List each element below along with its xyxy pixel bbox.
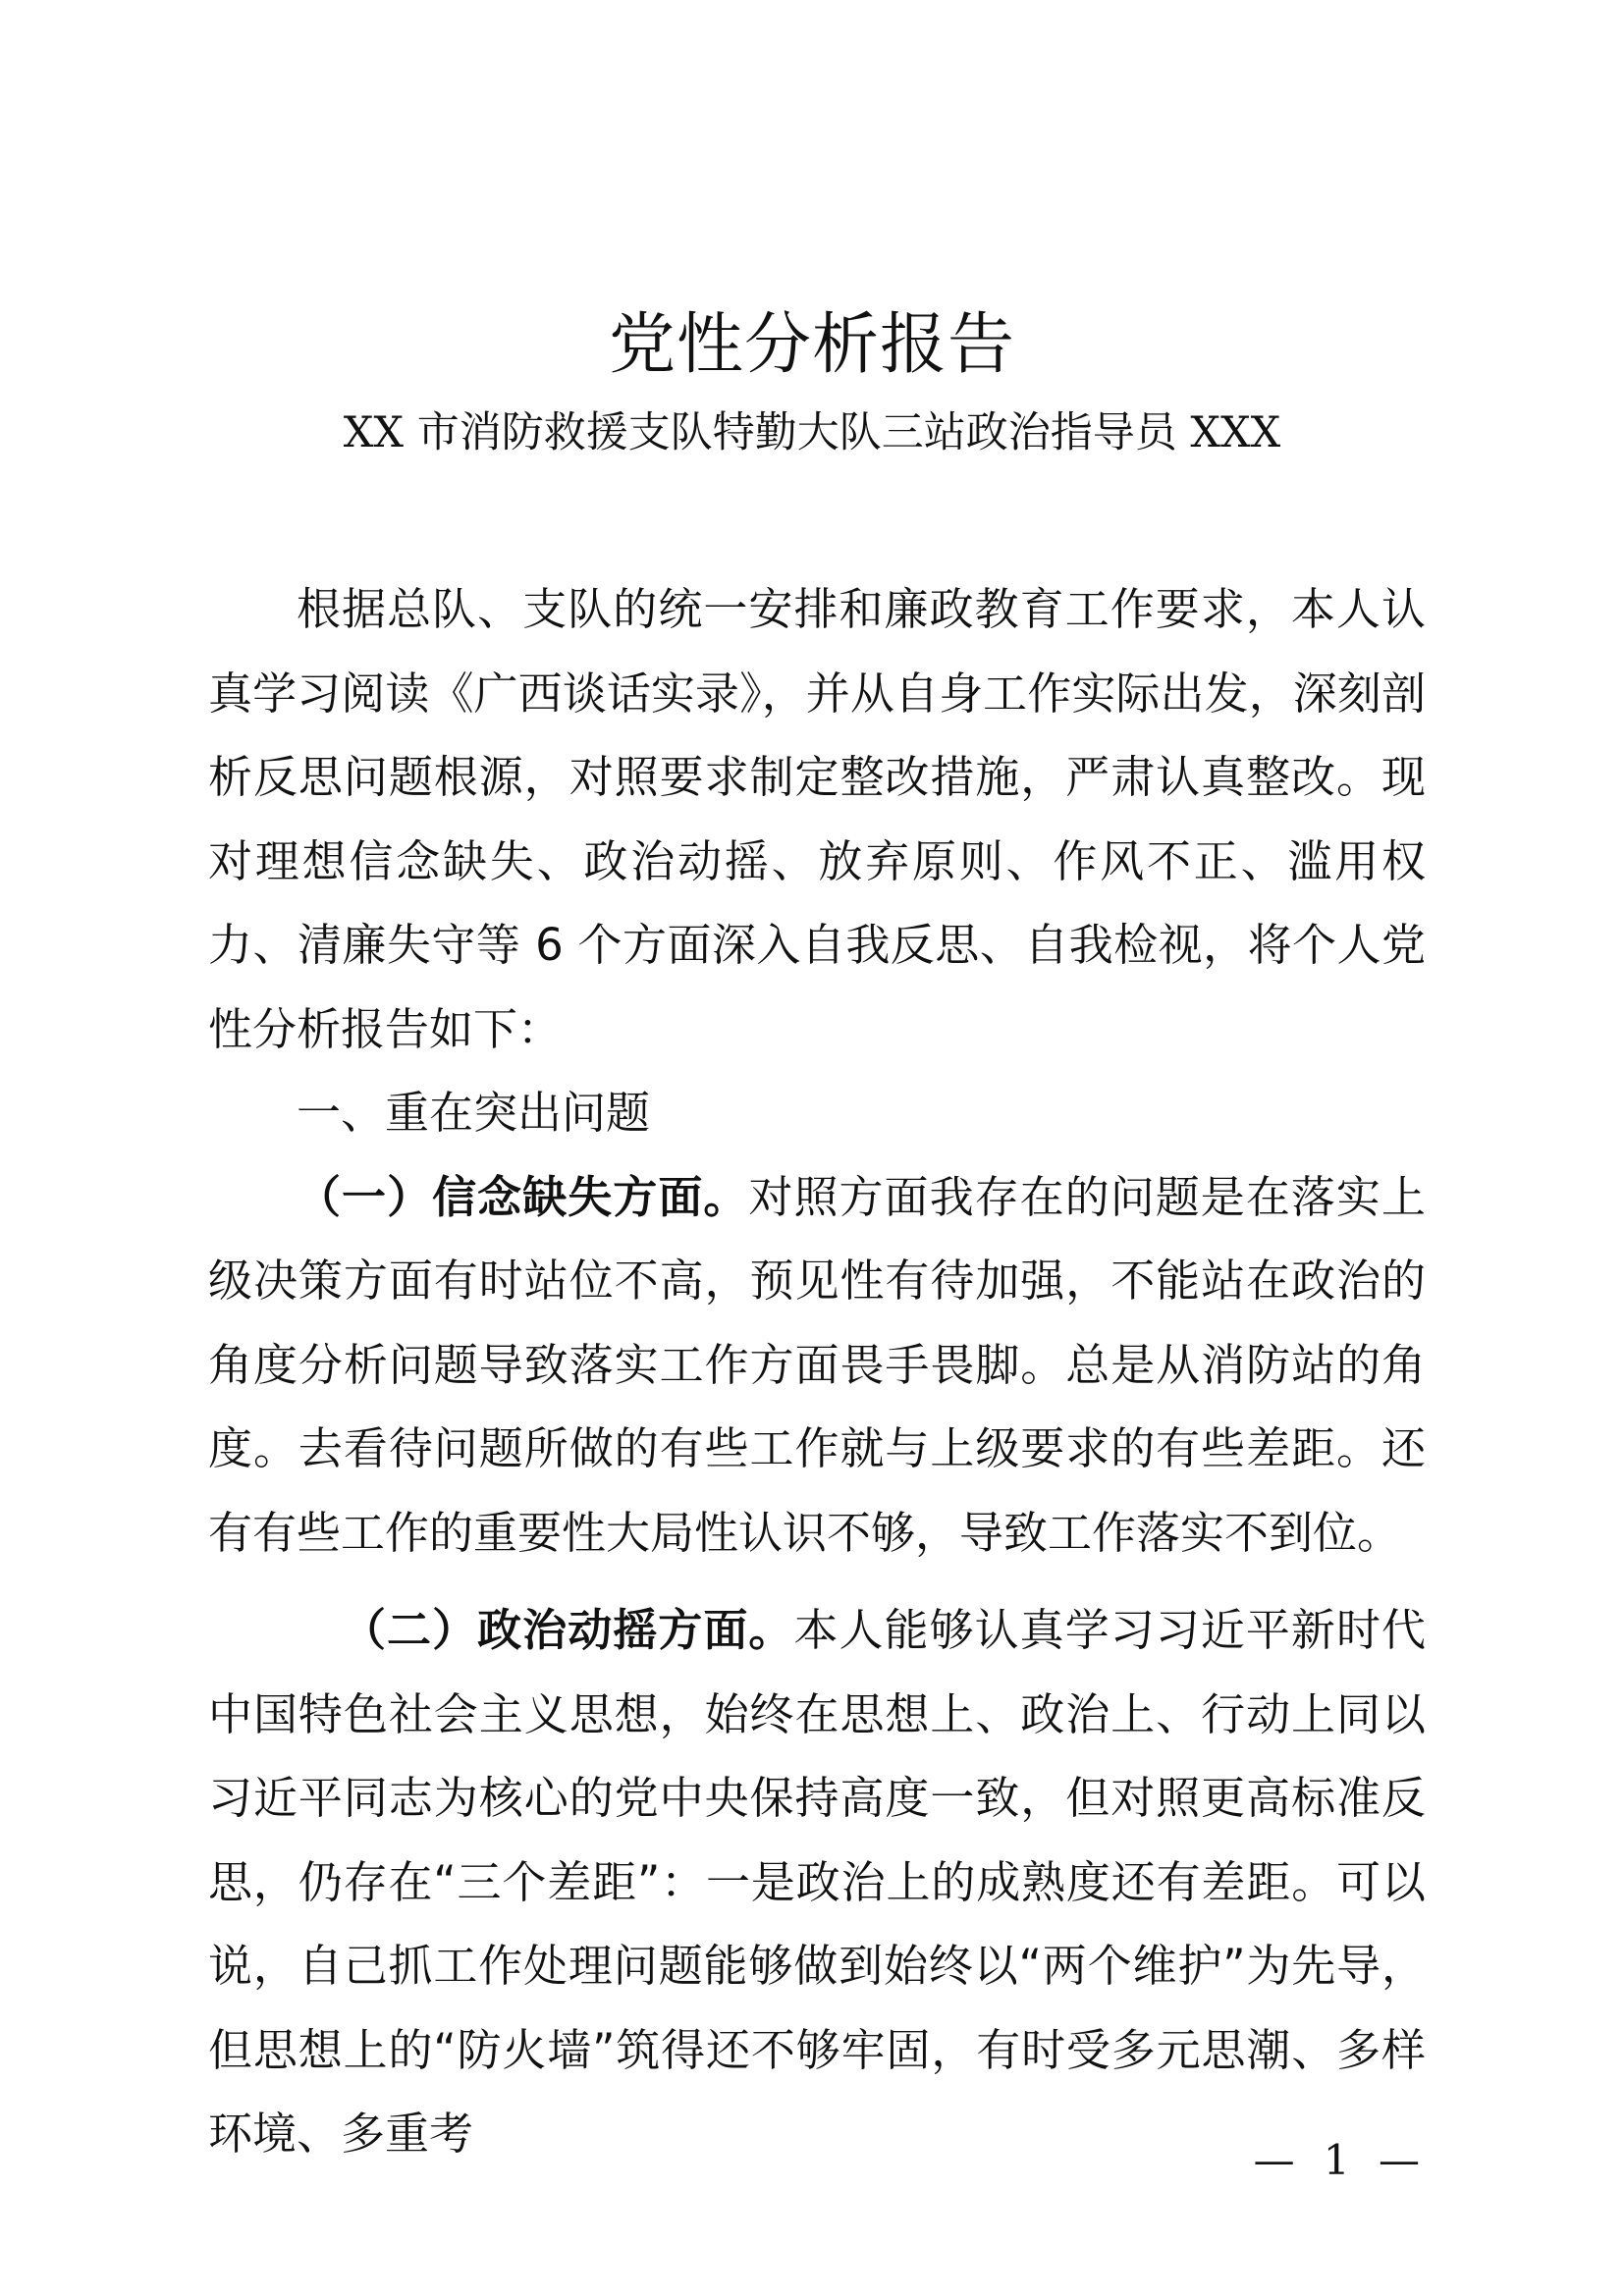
page-number: — 1 — — [1253, 2136, 1428, 2184]
intro-paragraph: 根据总队、支队的统一安排和廉政教育工作要求，本人认真学习阅读《广西谈话实录》，并从自身工作实际出发，深刻剖析反思问题根源，对照要求制定整改措施，严肃认真整改。现对理想信念缺失、政治动摇、放弃原则、作风不正、滥用权力、清廉失守等 6 个方面深入自我反思、自我检视，将个人党性分析报告如下： — [208, 583, 1426, 1055]
item-one-paragraph — [208, 1155, 1426, 1575]
item-two-paragraph — [208, 1588, 1426, 2176]
document-title: 党性分析报告 — [608, 306, 1015, 384]
document-body — [208, 567, 1426, 2176]
document-subtitle: XX 市消防救援支队特勤大队三站政治指导员 XXX — [343, 408, 1281, 457]
item-two-heading: （二）政治动摇方面。 — [342, 1604, 794, 1656]
section-heading: 一、重在突出问题 — [297, 1087, 651, 1139]
item-one-heading: （一）信念缺失方面。 — [297, 1170, 749, 1223]
item-one-text: 对照方面我存在的问题是在落实上级决策方面有时站位不高，预见性有待加强，不能站在政治的角度分析问题导致落实工作方面畏手畏脚。总是从消防站的角度。去看待问题所做的有些工作就与上级要求的有些差距。还有有些工作的重要性大局性认识不够，导致工作落实不到位。 — [208, 1170, 1426, 1559]
item-two-text: 本人能够认真学习习近平新时代中国特色社会主义思想，始终在思想上、政治上、行动上同以习近平同志为核心的党中央保持高度一致，但对照更高标准反思，仍存在“三个差距”：一是政治上的成熟度还有差距。可以说，自己抓工作处理问题能够做到始终以“两个维护”为先导，但思想上的“防火墙”筑得还不够牢固，有时受多元思潮、多样环境、多重考 — [208, 1604, 1426, 2160]
